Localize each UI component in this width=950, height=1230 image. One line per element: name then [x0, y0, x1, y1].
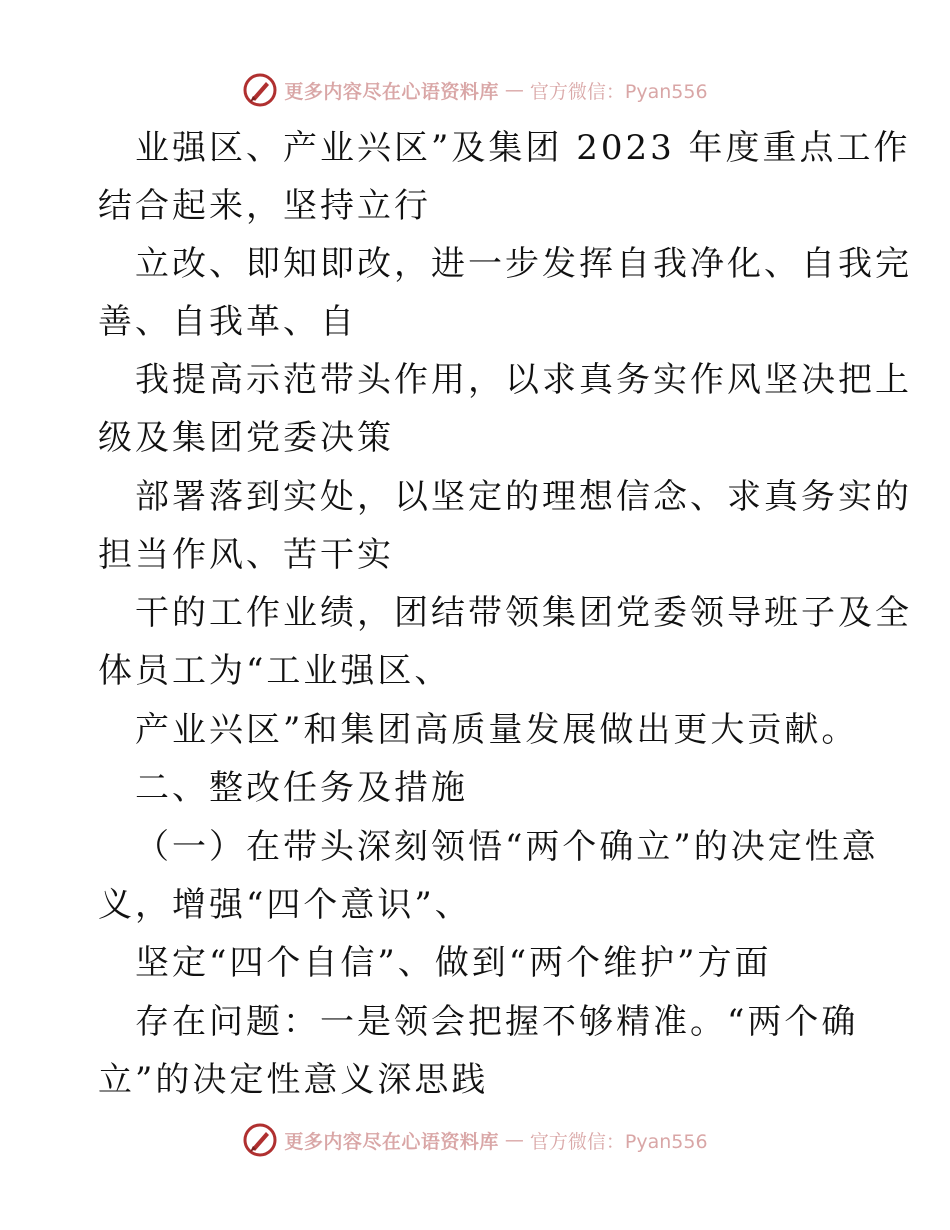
paragraph-line: 干的工作业绩，团结带领集团党委领导班子及全 — [135, 593, 912, 633]
header-banner-wechat: 官方微信：Pyan556 — [529, 80, 708, 103]
paragraph-line: 义，增强“四个意识”、 — [98, 885, 472, 925]
header-banner-separator: — — [504, 79, 524, 101]
footer-banner — [0, 1120, 950, 1160]
pen-logo-icon — [242, 1122, 278, 1158]
footer-banner-wechat: 官方微信：Pyan556 — [529, 1130, 708, 1153]
subsection-heading: （一）在带头深刻领悟“两个确立”的决定性意 — [135, 827, 879, 867]
section-heading: 二、整改任务及措施 — [135, 768, 468, 808]
paragraph-line: 体员工为“工业强区、 — [98, 651, 452, 691]
paragraph-line: 担当作风、苦干实 — [98, 535, 394, 575]
paragraph-line: 部署落到实处，以坚定的理想信念、求真务实的 — [135, 477, 912, 517]
paragraph-line: 业强区、产业兴区”及集团 2023 年度重点工作 — [135, 128, 911, 168]
paragraph-line: 坚定“四个自信”、做到“两个维护”方面 — [135, 943, 772, 983]
footer-banner-text: 更多内容尽在心语资料库 — [284, 1130, 499, 1153]
paragraph-line: 产业兴区”和集团高质量发展做出更大贡献。 — [135, 710, 859, 750]
paragraph-line: 立改、即知即改，进一步发挥自我净化、自我完 — [135, 244, 912, 284]
header-banner-text: 更多内容尽在心语资料库 — [284, 80, 499, 103]
paragraph-line: 结合起来，坚持立行 — [98, 186, 431, 226]
footer-banner-separator: — — [504, 1129, 524, 1151]
paragraph-line: 我提高示范带头作用，以求真务实作风坚决把上 — [135, 360, 912, 400]
paragraph-line: 立”的决定性意义深思践 — [98, 1060, 489, 1100]
paragraph-line: 级及集团党委决策 — [98, 418, 394, 458]
paragraph-line: 存在问题：一是领会把握不够精准。“两个确 — [135, 1002, 859, 1042]
paragraph-line: 善、自我革、自 — [98, 302, 357, 342]
